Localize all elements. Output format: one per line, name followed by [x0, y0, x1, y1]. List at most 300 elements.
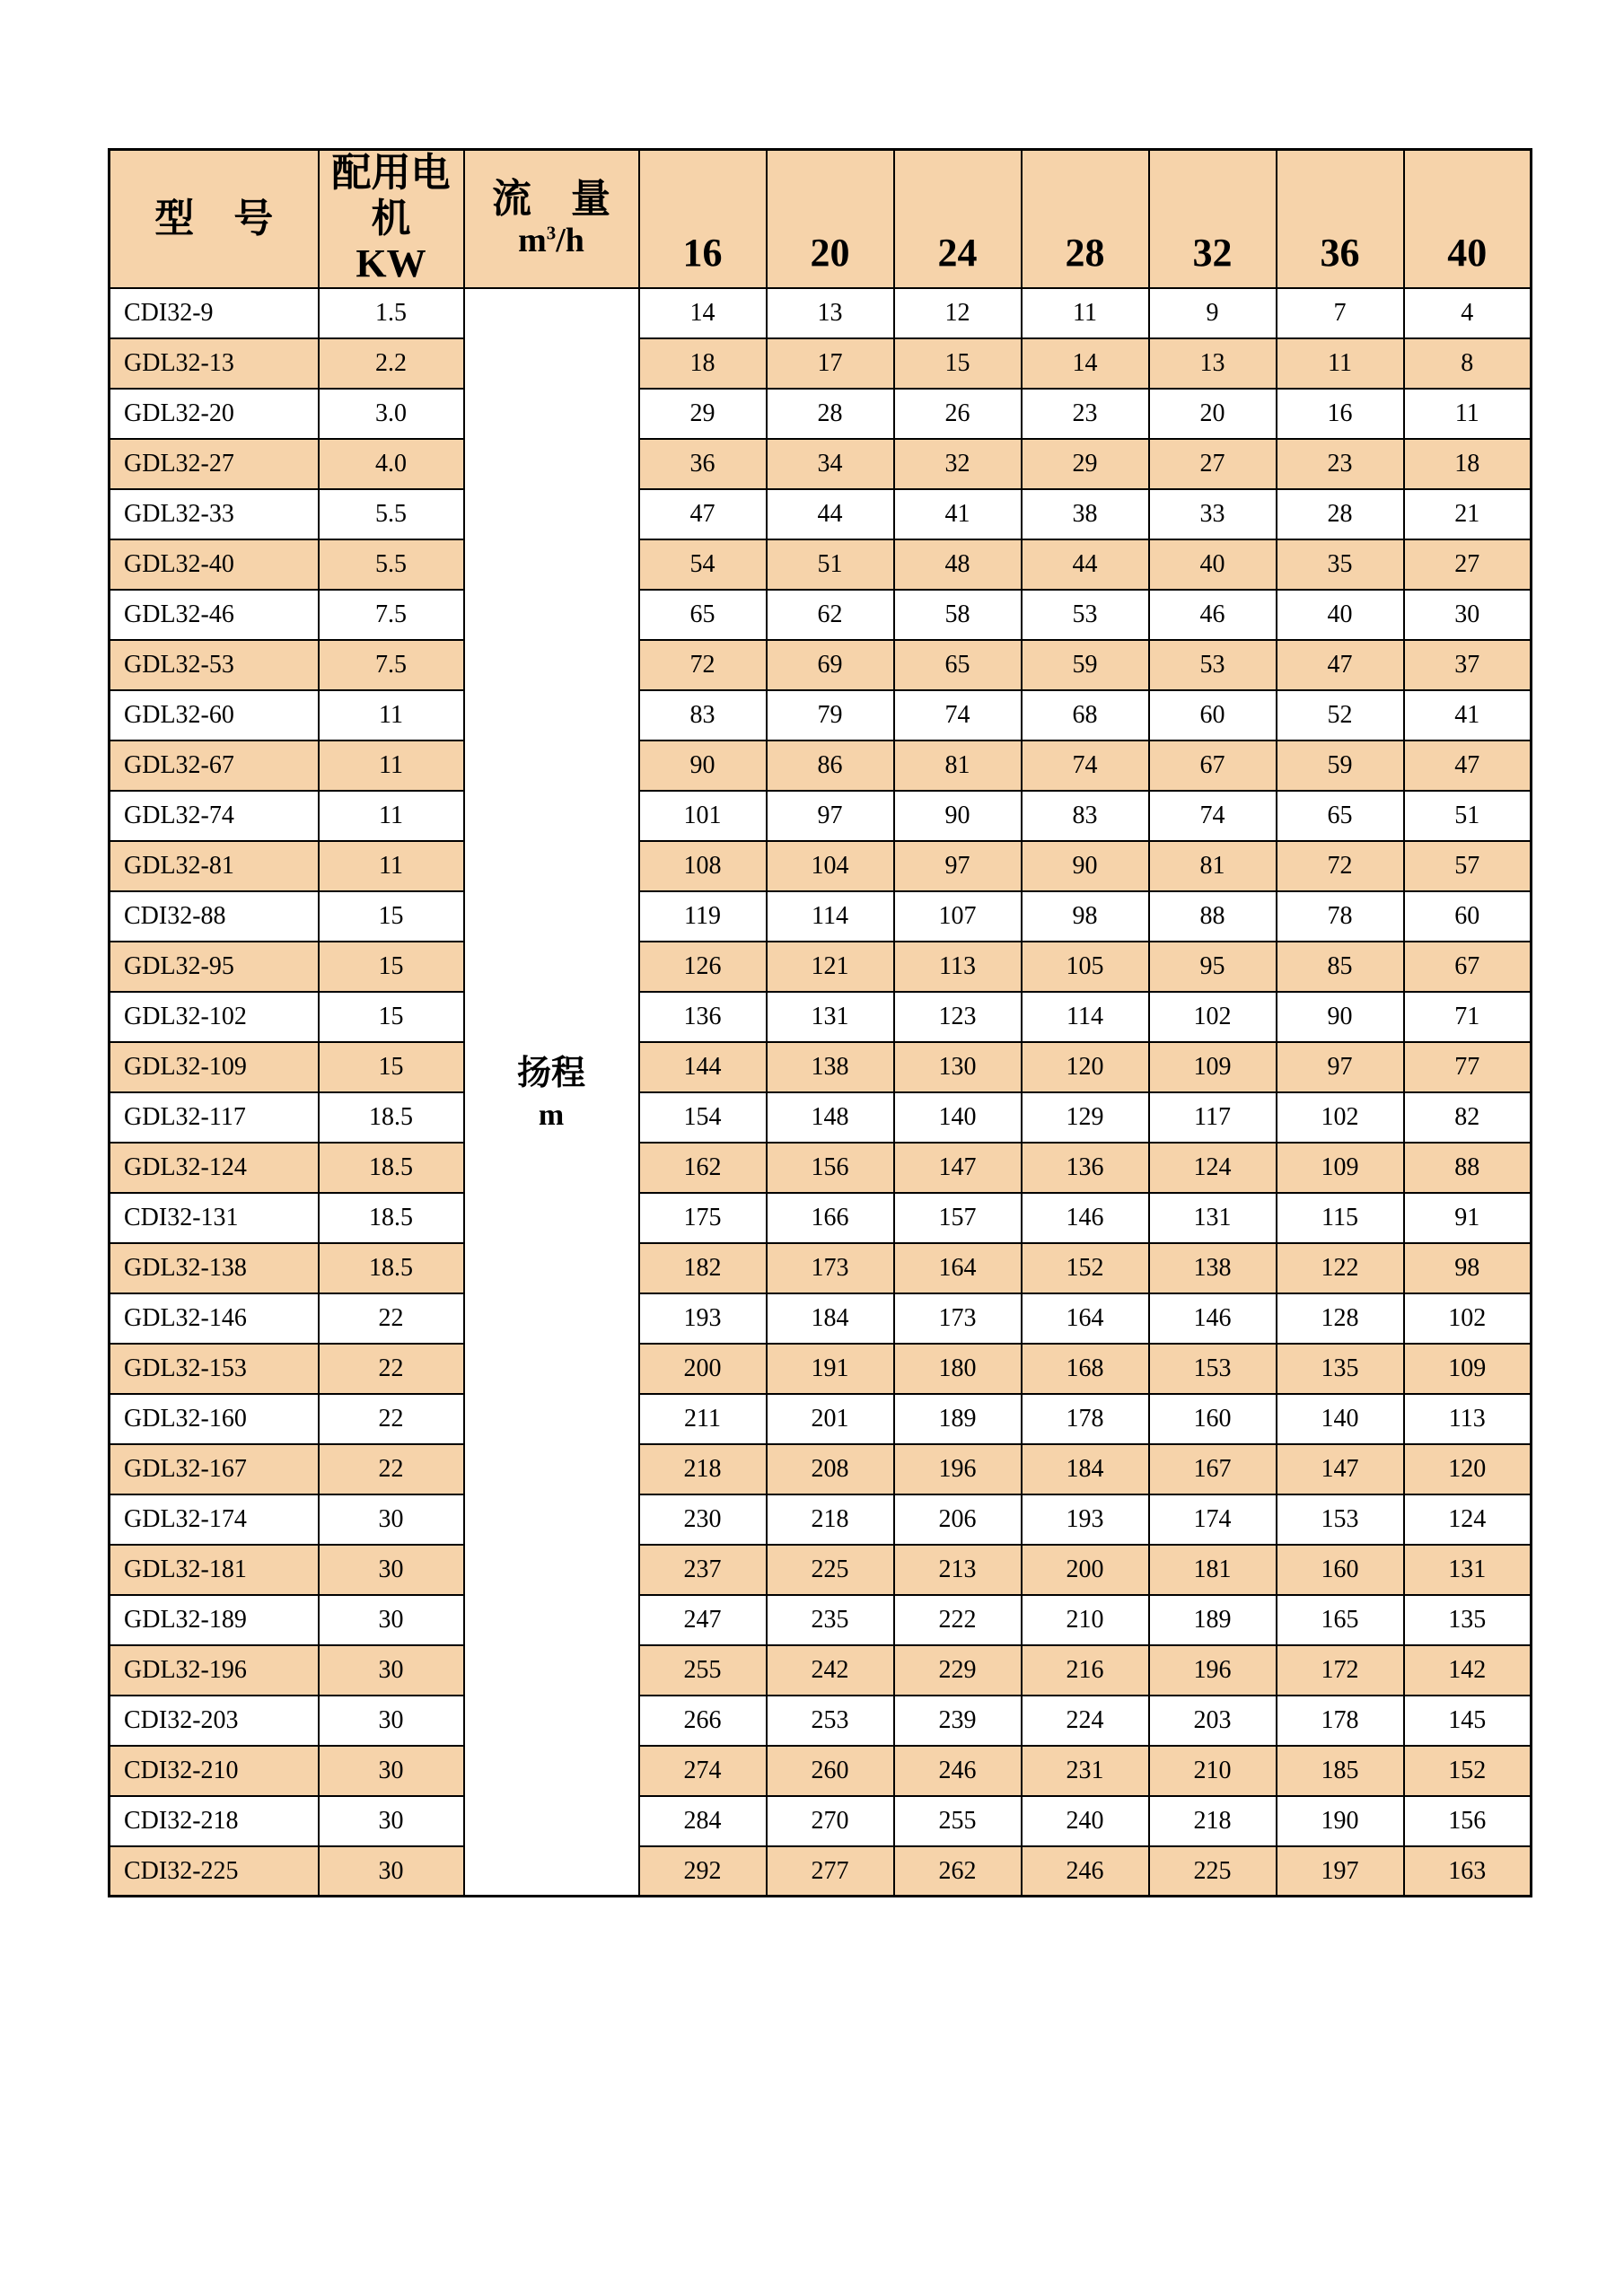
value-cell: 59 [1277, 741, 1404, 791]
value-cell: 57 [1404, 841, 1532, 891]
value-cell: 41 [894, 489, 1022, 539]
value-cell: 107 [894, 891, 1022, 942]
value-cell: 44 [1022, 539, 1149, 590]
model-cell: GDL32-174 [110, 1494, 319, 1545]
table-row [110, 690, 1532, 741]
value-cell: 235 [767, 1595, 894, 1645]
table-row [110, 1645, 1532, 1696]
value-cell: 113 [1404, 1394, 1532, 1444]
table-row [110, 338, 1532, 389]
kw-cell: 15 [319, 1042, 464, 1092]
value-cell: 203 [1149, 1696, 1277, 1746]
value-cell: 102 [1277, 1092, 1404, 1143]
value-cell: 21 [1404, 489, 1532, 539]
value-cell: 131 [1404, 1545, 1532, 1595]
value-cell: 11 [1277, 338, 1404, 389]
table-row [110, 741, 1532, 791]
header-flow-16: 16 [639, 150, 767, 288]
value-cell: 246 [1022, 1846, 1149, 1897]
kw-cell: 3.0 [319, 389, 464, 439]
value-cell: 197 [1277, 1846, 1404, 1897]
head-unit-line2: m [538, 1098, 565, 1132]
value-cell: 208 [767, 1444, 894, 1494]
value-cell: 65 [1277, 791, 1404, 841]
table-row [110, 1595, 1532, 1645]
value-cell: 27 [1149, 439, 1277, 489]
value-cell: 237 [639, 1545, 767, 1595]
model-cell: GDL32-74 [110, 791, 319, 841]
value-cell: 90 [1022, 841, 1149, 891]
header-motor-line1: 配用电机 [331, 151, 451, 241]
value-cell: 41 [1404, 690, 1532, 741]
kw-cell: 11 [319, 690, 464, 741]
value-cell: 88 [1404, 1143, 1532, 1193]
value-cell: 262 [894, 1846, 1022, 1897]
table-row [110, 539, 1532, 590]
value-cell: 120 [1404, 1444, 1532, 1494]
value-cell: 140 [1277, 1394, 1404, 1444]
value-cell: 206 [894, 1494, 1022, 1545]
value-cell: 113 [894, 942, 1022, 992]
value-cell: 74 [1149, 791, 1277, 841]
model-cell: GDL32-95 [110, 942, 319, 992]
pump-spec-table [108, 148, 1532, 1897]
value-cell: 15 [894, 338, 1022, 389]
value-cell: 85 [1277, 942, 1404, 992]
value-cell: 119 [639, 891, 767, 942]
value-cell: 18 [1404, 439, 1532, 489]
value-cell: 62 [767, 590, 894, 640]
value-cell: 247 [639, 1595, 767, 1645]
value-cell: 146 [1022, 1193, 1149, 1243]
value-cell: 117 [1149, 1092, 1277, 1143]
value-cell: 178 [1277, 1696, 1404, 1746]
kw-cell: 15 [319, 942, 464, 992]
header-motor-line2: KW [356, 241, 426, 286]
value-cell: 77 [1404, 1042, 1532, 1092]
table-row [110, 1193, 1532, 1243]
value-cell: 53 [1022, 590, 1149, 640]
header-flow-line1: 流 量 [492, 176, 610, 221]
value-cell: 210 [1149, 1746, 1277, 1796]
table-row [110, 389, 1532, 439]
kw-cell: 18.5 [319, 1143, 464, 1193]
value-cell: 88 [1149, 891, 1277, 942]
value-cell: 26 [894, 389, 1022, 439]
table-body [110, 288, 1532, 1897]
table-row [110, 489, 1532, 539]
value-cell: 180 [894, 1344, 1022, 1394]
model-cell: CDI32-88 [110, 891, 319, 942]
value-cell: 32 [894, 439, 1022, 489]
table-row [110, 1494, 1532, 1545]
model-cell: GDL32-167 [110, 1444, 319, 1494]
value-cell: 182 [639, 1243, 767, 1293]
value-cell: 126 [639, 942, 767, 992]
value-cell: 185 [1277, 1746, 1404, 1796]
value-cell: 29 [1022, 439, 1149, 489]
value-cell: 178 [1022, 1394, 1149, 1444]
value-cell: 52 [1277, 690, 1404, 741]
header-flow-28: 28 [1022, 150, 1149, 288]
header-flow-40: 40 [1404, 150, 1532, 288]
model-cell: GDL32-60 [110, 690, 319, 741]
kw-cell: 15 [319, 992, 464, 1042]
value-cell: 154 [639, 1092, 767, 1143]
value-cell: 135 [1277, 1344, 1404, 1394]
value-cell: 102 [1149, 992, 1277, 1042]
value-cell: 98 [1404, 1243, 1532, 1293]
value-cell: 153 [1149, 1344, 1277, 1394]
value-cell: 109 [1149, 1042, 1277, 1092]
value-cell: 231 [1022, 1746, 1149, 1796]
kw-cell: 5.5 [319, 539, 464, 590]
model-cell: GDL32-13 [110, 338, 319, 389]
kw-cell: 18.5 [319, 1092, 464, 1143]
value-cell: 86 [767, 741, 894, 791]
value-cell: 191 [767, 1344, 894, 1394]
table-row [110, 992, 1532, 1042]
value-cell: 162 [639, 1143, 767, 1193]
model-cell: GDL32-138 [110, 1243, 319, 1293]
value-cell: 196 [1149, 1645, 1277, 1696]
value-cell: 172 [1277, 1645, 1404, 1696]
model-cell: CDI32-131 [110, 1193, 319, 1243]
value-cell: 13 [1149, 338, 1277, 389]
value-cell: 11 [1022, 288, 1149, 338]
value-cell: 29 [639, 389, 767, 439]
model-cell: GDL32-46 [110, 590, 319, 640]
value-cell: 14 [1022, 338, 1149, 389]
header-row [110, 150, 1532, 288]
value-cell: 14 [639, 288, 767, 338]
model-cell: GDL32-67 [110, 741, 319, 791]
kw-cell: 7.5 [319, 640, 464, 690]
kw-cell: 30 [319, 1645, 464, 1696]
value-cell: 255 [639, 1645, 767, 1696]
value-cell: 83 [1022, 791, 1149, 841]
value-cell: 23 [1277, 439, 1404, 489]
value-cell: 174 [1149, 1494, 1277, 1545]
value-cell: 240 [1022, 1796, 1149, 1846]
value-cell: 16 [1277, 389, 1404, 439]
model-cell: CDI32-9 [110, 288, 319, 338]
value-cell: 105 [1022, 942, 1149, 992]
value-cell: 168 [1022, 1344, 1149, 1394]
value-cell: 201 [767, 1394, 894, 1444]
value-cell: 156 [1404, 1796, 1532, 1846]
value-cell: 34 [767, 439, 894, 489]
kw-cell: 11 [319, 841, 464, 891]
value-cell: 189 [894, 1394, 1022, 1444]
value-cell: 121 [767, 942, 894, 992]
table-row [110, 640, 1532, 690]
value-cell: 109 [1404, 1344, 1532, 1394]
value-cell: 173 [767, 1243, 894, 1293]
value-cell: 246 [894, 1746, 1022, 1796]
value-cell: 40 [1149, 539, 1277, 590]
value-cell: 225 [1149, 1846, 1277, 1897]
value-cell: 218 [767, 1494, 894, 1545]
value-cell: 4 [1404, 288, 1532, 338]
model-cell: GDL32-196 [110, 1645, 319, 1696]
value-cell: 200 [1022, 1545, 1149, 1595]
value-cell: 193 [1022, 1494, 1149, 1545]
value-cell: 136 [1022, 1143, 1149, 1193]
value-cell: 136 [639, 992, 767, 1042]
model-cell: GDL32-181 [110, 1545, 319, 1595]
value-cell: 109 [1277, 1143, 1404, 1193]
value-cell: 211 [639, 1394, 767, 1444]
value-cell: 108 [639, 841, 767, 891]
value-cell: 148 [767, 1092, 894, 1143]
value-cell: 28 [1277, 489, 1404, 539]
model-cell: GDL32-160 [110, 1394, 319, 1444]
value-cell: 65 [894, 640, 1022, 690]
kw-cell: 30 [319, 1746, 464, 1796]
head-unit-line1: 扬程 [516, 1054, 585, 1092]
value-cell: 98 [1022, 891, 1149, 942]
model-cell: CDI32-203 [110, 1696, 319, 1746]
header-motor-kw [319, 150, 464, 288]
value-cell: 114 [1022, 992, 1149, 1042]
value-cell: 28 [767, 389, 894, 439]
value-cell: 83 [639, 690, 767, 741]
value-cell: 218 [639, 1444, 767, 1494]
value-cell: 130 [894, 1042, 1022, 1092]
model-cell: GDL32-102 [110, 992, 319, 1042]
value-cell: 97 [767, 791, 894, 841]
value-cell: 68 [1022, 690, 1149, 741]
model-cell: GDL32-53 [110, 640, 319, 690]
value-cell: 181 [1149, 1545, 1277, 1595]
value-cell: 33 [1149, 489, 1277, 539]
value-cell: 216 [1022, 1645, 1149, 1696]
value-cell: 153 [1277, 1494, 1404, 1545]
model-cell: GDL32-81 [110, 841, 319, 891]
value-cell: 144 [639, 1042, 767, 1092]
value-cell: 218 [1149, 1796, 1277, 1846]
value-cell: 44 [767, 489, 894, 539]
table-row [110, 288, 1532, 338]
value-cell: 277 [767, 1846, 894, 1897]
table-row [110, 1143, 1532, 1193]
value-cell: 270 [767, 1796, 894, 1846]
value-cell: 58 [894, 590, 1022, 640]
value-cell: 7 [1277, 288, 1404, 338]
value-cell: 120 [1022, 1042, 1149, 1092]
kw-cell: 18.5 [319, 1193, 464, 1243]
value-cell: 102 [1404, 1293, 1532, 1344]
value-cell: 30 [1404, 590, 1532, 640]
table-row [110, 1092, 1532, 1143]
value-cell: 59 [1022, 640, 1149, 690]
value-cell: 135 [1404, 1595, 1532, 1645]
kw-cell: 11 [319, 741, 464, 791]
value-cell: 193 [639, 1293, 767, 1344]
value-cell: 140 [894, 1092, 1022, 1143]
value-cell: 160 [1277, 1545, 1404, 1595]
value-cell: 147 [894, 1143, 1022, 1193]
kw-cell: 30 [319, 1494, 464, 1545]
kw-cell: 22 [319, 1444, 464, 1494]
value-cell: 82 [1404, 1092, 1532, 1143]
header-flow-24: 24 [894, 150, 1022, 288]
kw-cell: 22 [319, 1394, 464, 1444]
header-model: 型 号 [110, 150, 319, 288]
value-cell: 81 [894, 741, 1022, 791]
value-cell: 115 [1277, 1193, 1404, 1243]
value-cell: 18 [639, 338, 767, 389]
kw-cell: 11 [319, 791, 464, 841]
value-cell: 175 [639, 1193, 767, 1243]
value-cell: 74 [894, 690, 1022, 741]
value-cell: 152 [1404, 1746, 1532, 1796]
kw-cell: 22 [319, 1293, 464, 1344]
value-cell: 242 [767, 1645, 894, 1696]
value-cell: 65 [639, 590, 767, 640]
value-cell: 189 [1149, 1595, 1277, 1645]
value-cell: 224 [1022, 1696, 1149, 1746]
value-cell: 78 [1277, 891, 1404, 942]
value-cell: 284 [639, 1796, 767, 1846]
value-cell: 229 [894, 1645, 1022, 1696]
table-row [110, 1344, 1532, 1394]
value-cell: 60 [1404, 891, 1532, 942]
value-cell: 67 [1404, 942, 1532, 992]
table-row [110, 1394, 1532, 1444]
table-row [110, 590, 1532, 640]
model-cell: GDL32-153 [110, 1344, 319, 1394]
table-row [110, 942, 1532, 992]
model-cell: GDL32-20 [110, 389, 319, 439]
value-cell: 95 [1149, 942, 1277, 992]
value-cell: 48 [894, 539, 1022, 590]
value-cell: 79 [767, 690, 894, 741]
value-cell: 20 [1149, 389, 1277, 439]
kw-cell: 5.5 [319, 489, 464, 539]
table-row [110, 1746, 1532, 1796]
value-cell: 167 [1149, 1444, 1277, 1494]
value-cell: 101 [639, 791, 767, 841]
value-cell: 13 [767, 288, 894, 338]
value-cell: 146 [1149, 1293, 1277, 1344]
value-cell: 35 [1277, 539, 1404, 590]
table-row [110, 439, 1532, 489]
model-cell: GDL32-124 [110, 1143, 319, 1193]
value-cell: 145 [1404, 1696, 1532, 1746]
value-cell: 17 [767, 338, 894, 389]
value-cell: 46 [1149, 590, 1277, 640]
table-header [110, 150, 1532, 288]
value-cell: 27 [1404, 539, 1532, 590]
kw-cell: 30 [319, 1846, 464, 1897]
value-cell: 131 [1149, 1193, 1277, 1243]
table-row [110, 1545, 1532, 1595]
value-cell: 156 [767, 1143, 894, 1193]
value-cell: 12 [894, 288, 1022, 338]
value-cell: 37 [1404, 640, 1532, 690]
kw-cell: 30 [319, 1696, 464, 1746]
value-cell: 11 [1404, 389, 1532, 439]
value-cell: 74 [1022, 741, 1149, 791]
kw-cell: 7.5 [319, 590, 464, 640]
value-cell: 213 [894, 1545, 1022, 1595]
model-cell: GDL32-109 [110, 1042, 319, 1092]
value-cell: 114 [767, 891, 894, 942]
value-cell: 292 [639, 1846, 767, 1897]
table-row [110, 791, 1532, 841]
value-cell: 200 [639, 1344, 767, 1394]
value-cell: 173 [894, 1293, 1022, 1344]
value-cell: 9 [1149, 288, 1277, 338]
value-cell: 147 [1277, 1444, 1404, 1494]
value-cell: 54 [639, 539, 767, 590]
value-cell: 8 [1404, 338, 1532, 389]
header-flow-32: 32 [1149, 150, 1277, 288]
value-cell: 129 [1022, 1092, 1149, 1143]
value-cell: 36 [639, 439, 767, 489]
value-cell: 255 [894, 1796, 1022, 1846]
value-cell: 266 [639, 1696, 767, 1746]
kw-cell: 30 [319, 1796, 464, 1846]
kw-cell: 22 [319, 1344, 464, 1394]
kw-cell: 18.5 [319, 1243, 464, 1293]
kw-cell: 30 [319, 1595, 464, 1645]
value-cell: 124 [1149, 1143, 1277, 1193]
model-cell: CDI32-210 [110, 1746, 319, 1796]
model-cell: GDL32-189 [110, 1595, 319, 1645]
value-cell: 165 [1277, 1595, 1404, 1645]
value-cell: 97 [894, 841, 1022, 891]
table-row [110, 1243, 1532, 1293]
value-cell: 138 [767, 1042, 894, 1092]
value-cell: 128 [1277, 1293, 1404, 1344]
value-cell: 253 [767, 1696, 894, 1746]
kw-cell: 30 [319, 1545, 464, 1595]
value-cell: 122 [1277, 1243, 1404, 1293]
value-cell: 157 [894, 1193, 1022, 1243]
value-cell: 131 [767, 992, 894, 1042]
value-cell: 71 [1404, 992, 1532, 1042]
value-cell: 81 [1149, 841, 1277, 891]
table-row [110, 841, 1532, 891]
table-row [110, 1846, 1532, 1897]
kw-cell: 15 [319, 891, 464, 942]
value-cell: 40 [1277, 590, 1404, 640]
value-cell: 166 [767, 1193, 894, 1243]
value-cell: 67 [1149, 741, 1277, 791]
header-flow-20: 20 [767, 150, 894, 288]
value-cell: 152 [1022, 1243, 1149, 1293]
header-flow-unit: $m^3/h$ [518, 222, 584, 260]
value-cell: 142 [1404, 1645, 1532, 1696]
value-cell: 90 [1277, 992, 1404, 1042]
value-cell: 222 [894, 1595, 1022, 1645]
head-unit-cell [464, 288, 639, 1897]
value-cell: 104 [767, 841, 894, 891]
value-cell: 260 [767, 1746, 894, 1796]
value-cell: 97 [1277, 1042, 1404, 1092]
value-cell: 184 [1022, 1444, 1149, 1494]
kw-cell: 1.5 [319, 288, 464, 338]
model-cell: CDI32-218 [110, 1796, 319, 1846]
value-cell: 90 [639, 741, 767, 791]
value-cell: 38 [1022, 489, 1149, 539]
value-cell: 184 [767, 1293, 894, 1344]
value-cell: 163 [1404, 1846, 1532, 1897]
value-cell: 90 [894, 791, 1022, 841]
